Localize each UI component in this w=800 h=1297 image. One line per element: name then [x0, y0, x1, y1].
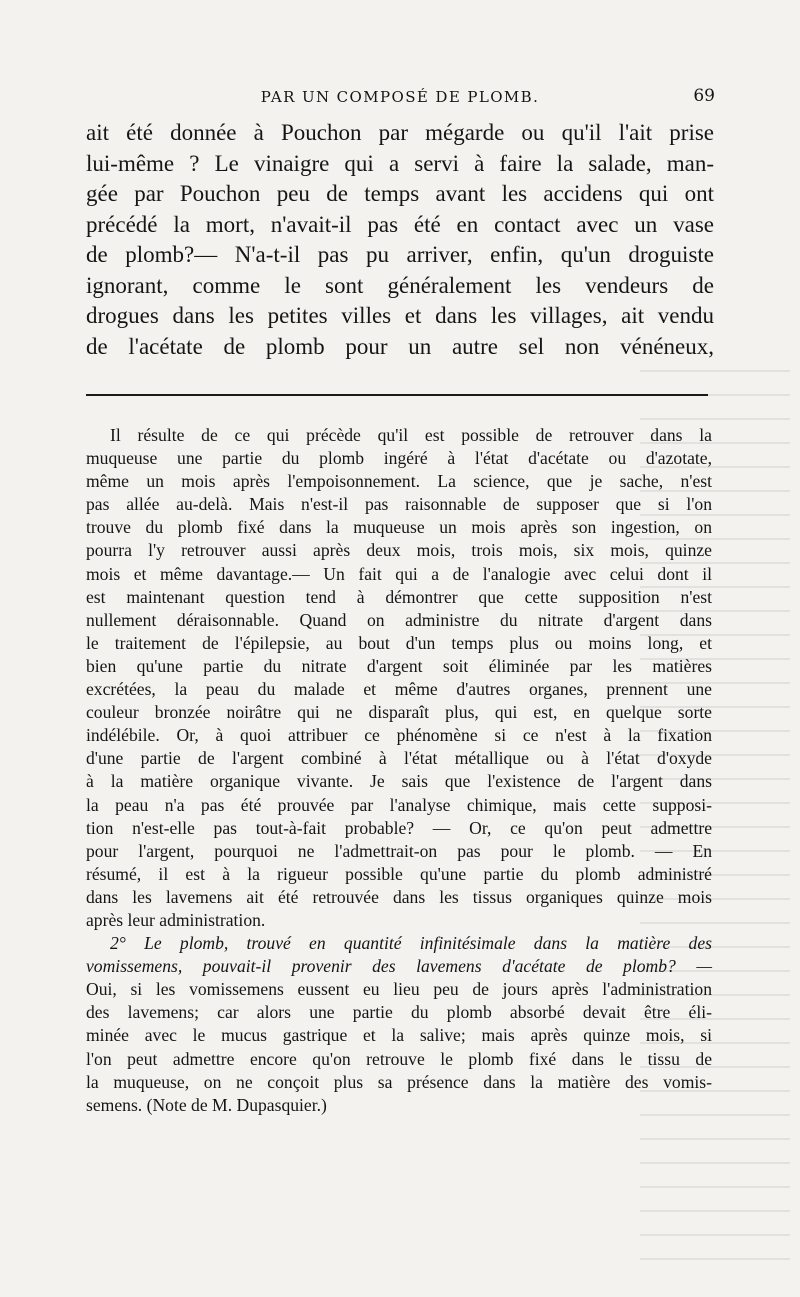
note-line: résumé, il est à la rigueur possible qu'une partie du plomb administré	[86, 863, 712, 884]
main-text-block	[86, 118, 714, 362]
note-line: est maintenant question tend à démontrer que cette supposition n'est	[86, 586, 712, 607]
note-line: excrétées, la peau du malade et même d'autres organes, prennent une	[86, 679, 712, 700]
footnote-separator	[86, 394, 708, 396]
main-line: de l'acétate de plomb pour un autre sel non vénéneux,	[86, 333, 714, 359]
note-line: tion n'est-elle pas tout-à-fait probable? — Or, ce qu'on peut admettre	[86, 817, 712, 838]
main-line: ait été donnée à Pouchon par mégarde ou qu'il l'ait prise	[86, 120, 714, 145]
note-line: à la matière organique vivante. Je sais que l'existence de l'argent dans	[86, 771, 712, 792]
note-line: trouve du plomb fixé dans la muqueuse un mois après son ingestion, on	[86, 517, 712, 538]
note-line: indélébile. Or, à quoi attribuer ce phénomène si ce n'est à la fixation	[86, 725, 712, 746]
note-line: dans les lavemens ait été retrouvée dans les tissus organiques quinze mois	[86, 886, 712, 907]
note-line: mois et même davantage.— Un fait qui a de l'analogie avec celui dont il	[86, 563, 712, 584]
note-line: d'une partie de l'argent combiné à l'état métallique ou à l'état d'oxyde	[86, 748, 712, 769]
main-line: de plomb?— N'a-t-il pas pu arriver, enfin, qu'un droguiste	[86, 242, 714, 267]
note-line: nullement déraisonnable. Quand on administre du nitrate d'argent dans	[86, 609, 712, 630]
main-line: précédé la mort, n'avait-il pas été en contact avec un vase	[86, 211, 714, 237]
running-title: PAR UN COMPOSÉ DE PLOMB.	[260, 88, 540, 106]
page-number: 69	[693, 86, 715, 106]
note-line: 2° Le plomb, trouvé en quantité infinitésimale dans la matière des	[110, 933, 712, 954]
note-line: minée avec le mucus gastrique et la salive; mais après quinze mois, si	[86, 1025, 712, 1046]
note-line: des lavemens; car alors une partie du plomb absorbé devait être éli-	[86, 1002, 712, 1023]
note-line: l'on peut admettre encore qu'on retrouve le plomb fixé dans le tissu de	[86, 1048, 712, 1069]
note-line: bien qu'une partie du nitrate d'argent soit éliminée par les matières	[86, 655, 712, 676]
note-line: pour l'argent, pourquoi ne l'admettrait-on pas pour le plomb. — En	[86, 840, 712, 861]
main-line: lui-même ? Le vinaigre qui a servi à faire la salade, man-	[86, 150, 714, 176]
note-line: la peau n'a pas été prouvée par l'analyse chimique, mais cette supposi-	[86, 794, 712, 815]
note-line: semens. (Note de M. Dupasquier.)	[86, 1094, 327, 1115]
note-line: pas allée au-delà. Mais n'est-il pas raisonnable de supposer que si l'on	[86, 494, 712, 515]
note-line: même un mois après l'empoisonnement. La science, que je sache, n'est	[86, 471, 712, 492]
main-line: drogues dans les petites villes et dans les villages, ait vendu	[86, 303, 714, 328]
note-line: la muqueuse, on ne conçoit plus sa présence dans la matière des vomis-	[86, 1071, 712, 1092]
note-line: après leur administration.	[86, 909, 266, 930]
note-line: vomissemens, pouvait-il provenir des lavemens d'acétate de plomb? —	[86, 956, 712, 977]
note-line: muqueuse une partie du plomb ingéré à l'état d'acétate ou d'azotate,	[86, 448, 712, 469]
main-line: ignorant, comme le sont généralement les vendeurs de	[86, 272, 714, 298]
page-header	[85, 86, 715, 112]
note-line: couleur bronzée noirâtre qui ne disparaît plus, qui est, en quelque sorte	[86, 702, 712, 723]
note-line: Oui, si les vomissemens eussent eu lieu peu de jours après l'administration	[86, 979, 712, 1000]
note-line: Il résulte de ce qui précède qu'il est possible de retrouver dans la	[110, 425, 712, 445]
note-line: le traitement de l'épilepsie, au bout d'un temps plus ou moins long, et	[86, 632, 712, 653]
footnote-block	[86, 424, 712, 1117]
main-line: gée par Pouchon peu de temps avant les accidens qui ont	[86, 181, 714, 206]
note-line: pourra l'y retrouver aussi après deux mois, trois mois, six mois, quinze	[86, 540, 712, 561]
